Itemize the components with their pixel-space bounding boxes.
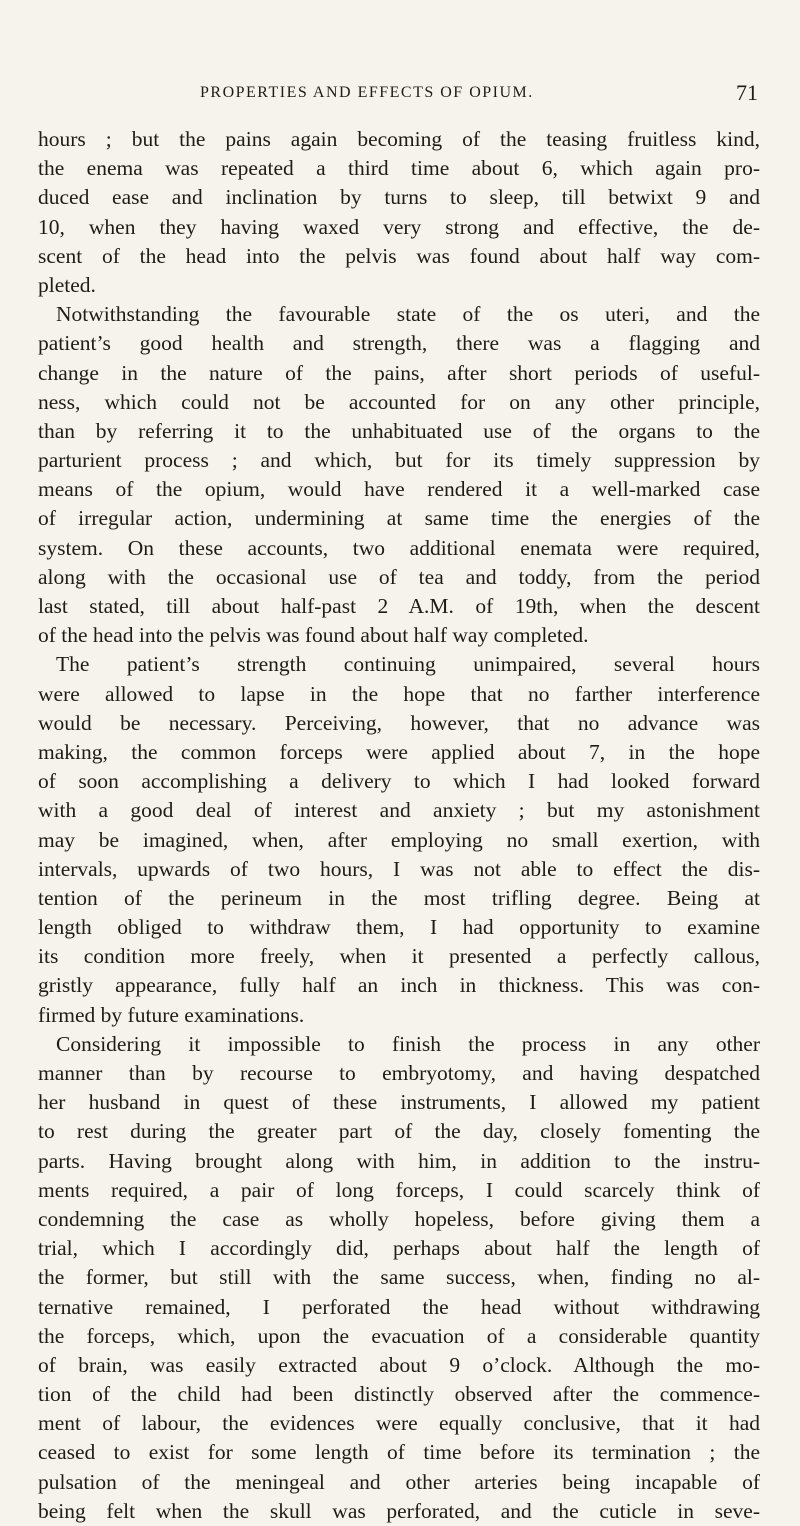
text-line: intervals, upwards of two hours, I was not able to effect the dis- [38, 856, 760, 881]
text-line: patient’s good health and strength, there was a flagging and [38, 331, 760, 356]
text-line: trial, which I accordingly did, perhaps about half the length of [38, 1236, 760, 1261]
text-line: of irregular action, undermining at same time the energies of the [38, 506, 760, 531]
text-line: The patient’s strength continuing unimpaired, several hours [56, 652, 760, 677]
running-head [40, 80, 760, 108]
text-line: being felt when the skull was perforated, and the cuticle in seve- [38, 1498, 760, 1523]
text-line: to rest during the greater part of the day, closely fomenting the [38, 1119, 760, 1144]
text-line: the former, but still with the same success, when, finding no al- [38, 1265, 760, 1290]
text-line: Notwithstanding the favourable state of the os uteri, and the [56, 302, 760, 327]
text-line: along with the occasional use of tea and toddy, from the period [38, 564, 760, 589]
text-line: making, the common forceps were applied about 7, in the hope [38, 739, 760, 764]
text-line: Considering it impossible to finish the process in any other [56, 1031, 760, 1056]
text-line: duced ease and inclination by turns to sleep, till betwixt 9 and [38, 185, 760, 210]
text-line: length obliged to withdraw them, I had opportunity to examine [38, 915, 760, 940]
text-line: would be necessary. Perceiving, however, that no advance was [38, 710, 760, 735]
running-title: PROPERTIES AND EFFECTS OF OPIUM. [200, 84, 534, 101]
text-line: her husband in quest of these instruments, I allowed my patient [38, 1090, 760, 1115]
text-line: may be imagined, when, after employing no small exertion, with [38, 827, 760, 852]
text-line: were allowed to lapse in the hope that no farther interference [38, 681, 760, 706]
text-line: ness, which could not be accounted for on any other principle, [38, 389, 760, 414]
text-line: condemning the case as wholly hopeless, before giving them a [38, 1206, 760, 1231]
text-line: means of the opium, would have rendered it a well-marked case [38, 477, 760, 502]
text-line: tention of the perineum in the most trifling degree. Being at [38, 885, 760, 910]
text-line: of soon accomplishing a delivery to which I had looked forward [38, 769, 760, 794]
text-line: than by referring it to the unhabituated use of the organs to the [38, 418, 760, 443]
text-line: ternative remained, I perforated the head without withdrawing [38, 1294, 760, 1319]
text-line: parts. Having brought along with him, in addition to the instru- [38, 1148, 760, 1173]
text-line: manner than by recourse to embryotomy, and having despatched [38, 1061, 760, 1085]
text-line: parturient process ; and which, but for its timely suppression by [38, 448, 760, 473]
page-number: 71 [736, 80, 758, 105]
body-text [38, 125, 760, 1526]
text-line: of the head into the pelvis was found about half way completed. [38, 623, 589, 648]
text-line: with a good deal of interest and anxiety ; but my astonishment [38, 798, 760, 823]
text-line: ments required, a pair of long forceps, I could scarcely think of [38, 1177, 760, 1202]
text-line: change in the nature of the pains, after short periods of useful- [38, 360, 760, 385]
text-line: its condition more freely, when it presented a perfectly callous, [38, 944, 760, 969]
text-line: ment of labour, the evidences were equally conclusive, that it had [38, 1411, 760, 1436]
text-line: tion of the child had been distinctly observed after the commence- [38, 1382, 760, 1407]
text-line: last stated, till about half-past 2 A.M. of 19th, when the descent [38, 594, 760, 618]
text-line: gristly appearance, fully half an inch in thickness. This was con- [38, 973, 760, 998]
text-line: ceased to exist for some length of time before its termination ; the [38, 1440, 760, 1465]
text-line: 10, when they having waxed very strong and effective, the de- [38, 214, 760, 239]
text-line: pulsation of the meningeal and other arteries being incapable of [38, 1469, 760, 1494]
text-line: scent of the head into the pelvis was found about half way com- [38, 243, 760, 268]
text-line: system. On these accounts, two additional enemata were required, [38, 535, 760, 560]
text-line: the forceps, which, upon the evacuation of a considerable quantity [38, 1323, 760, 1348]
text-line: pleted. [38, 272, 96, 297]
text-line: of brain, was easily extracted about 9 o’clock. Although the mo- [38, 1352, 760, 1377]
text-line: hours ; but the pains again becoming of the teasing fruitless kind, [38, 127, 760, 151]
text-line: firmed by future examinations. [38, 1002, 305, 1027]
text-line: the enema was repeated a third time about 6, which again pro- [38, 156, 760, 181]
